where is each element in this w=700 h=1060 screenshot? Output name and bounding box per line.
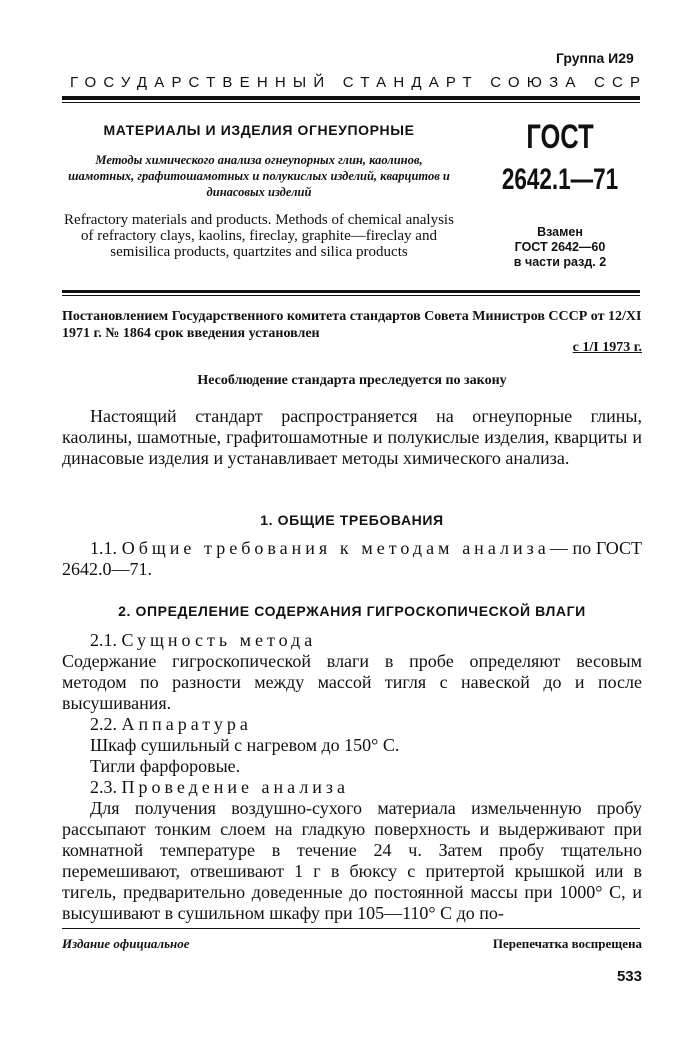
footer-reprint-prohibited: Перепечатка воспрещена [492,936,642,951]
section-1-item [62,538,642,580]
section-2-heading: 2. ОПРЕДЕЛЕНИЕ СОДЕРЖАНИЯ ГИГРОСКОПИЧЕСКОЙ ВЛАГИ [118,603,586,619]
replacement-note [480,225,640,270]
subsection-2-3-number: 2.3. [90,777,117,797]
item-1-1-heading: Общие требования к методам анализа [121,538,550,558]
section-2-body [62,630,642,924]
gost-number: 2642.1—71 [501,163,619,196]
subsection-2-2-title: Аппаратура [121,714,252,734]
section-1-heading: 1. ОБЩИЕ ТРЕБОВАНИЯ [260,512,444,528]
page-number: 533 [616,968,642,985]
header-rule-thick [62,96,640,100]
item-1-1-number: 1.1. [90,538,117,558]
effective-date: с 1/I 1973 г. [572,340,642,355]
header-right-block [480,118,640,270]
header-rule-thin [62,102,640,103]
replacement-line-1: Взамен [537,225,583,239]
footer-official-edition: Издание официальное [62,936,190,951]
apparatus-item-2: Тигли фарфоровые. [90,756,241,776]
subsection-2-1-title: Сущность метода [121,630,317,650]
item-1-1-reference: — по ГОСТ 2642.0—71. [62,538,642,579]
subsection-2-1-number: 2.1. [90,630,117,650]
subsection-2-1-heading [62,630,642,651]
methods-title-ru: Методы химического анализа огнеупорных глин, каолинов, шамотных, графитошамотных и полукислых изделий, кварцитов и динасовых изделий [68,153,450,199]
apparatus-item-1: Шкаф сушильный с нагревом до 150° С. [90,735,400,755]
header-left-block [62,122,456,260]
subsection-2-1-text: Содержание гигроскопической влаги в пробе определяют весовым методом по разности между массой тигля с навеской до и после высушивания. [62,651,642,713]
subsection-2-2-number: 2.2. [90,714,117,734]
methods-title-en: Refractory materials and products. Methods of chemical analysis of refractory clays, kaolins, fireclay, graphite—fireclay and semisilica products, quartzites and silica products [64,212,454,260]
decree-rule-thin [62,295,640,296]
legal-warning: Несоблюдение стандарта преследуется по закону [197,373,507,388]
decree-text: Постановлением Государственного комитета стандартов Совета Министров СССР от 12/XI 1971 г. № 1864 срок введения установлен [62,309,642,341]
materials-title: МАТЕРИАЛЫ И ИЗДЕЛИЯ ОГНЕУПОРНЫЕ [103,122,415,138]
replacement-line-3: в части разд. 2 [513,255,607,269]
gost-word: ГОСТ [526,118,594,156]
standard-title: ГОСУДАРСТВЕННЫЙ СТАНДАРТ СОЮЗА ССР [70,74,648,91]
subsection-2-2-heading [62,714,642,735]
replacement-line-2: ГОСТ 2642—60 [514,240,606,254]
subsection-2-3-text: Для получения воздушно-сухого материала измельченную пробу рассыпают тонким слоем на гладкую поверхность и выдерживают при комнатной температуре в течение 24 ч. Затем пробу тщательно перемешивают, отвешивают 1 г в бюксу с притертой крышкой или в тигель, предварительно доведенные до постоянной массы при 1000° С, и высушивают в сушильном шкафу при 105—110° С до по- [62,798,642,923]
decree-rule-thick [62,290,640,293]
subsection-2-3-heading [62,777,642,798]
footer-rule [62,928,640,929]
group-label: Группа И29 [556,50,634,66]
subsection-2-3-title: Проведение анализа [121,777,350,797]
intro-paragraph: Настоящий стандарт распространяется на огнеупорные глины, каолины, шамотные, графитошамотные и полукислые изделия, кварциты и динасовые изделия и устанавливает методы химического анализа. [62,406,642,468]
